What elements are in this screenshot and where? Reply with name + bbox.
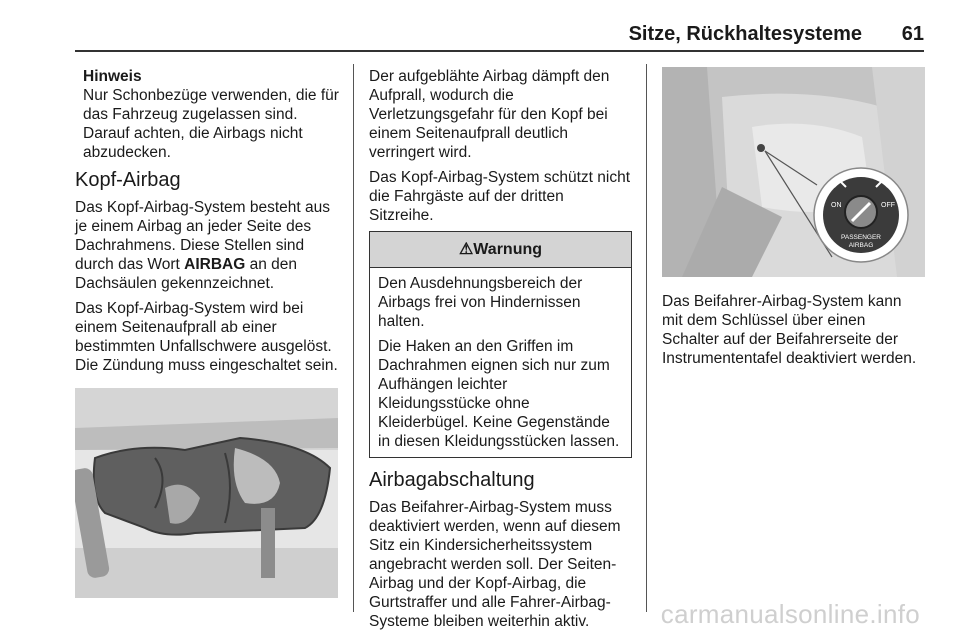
column-3 (662, 292, 925, 374)
head-airbag-illustration (75, 388, 338, 598)
warning-header (370, 232, 631, 268)
head-airbag-drawing (75, 388, 338, 598)
warning-text: Die Haken an den Griffen im Dachrahmen eignen sich nur zum Aufhängen leichter Kleidungsstücke ohne Kleiderbügel. Keine Gegenstände in diesen Kleidungsstücken lassen. (378, 338, 620, 450)
switch-caption-1: PASSENGER (841, 234, 881, 241)
note-block (75, 67, 343, 162)
page-title: Sitze, Rückhaltesysteme (628, 23, 862, 45)
airbag-switch-drawing (662, 67, 925, 277)
note-title: Hinweis (83, 68, 142, 85)
column-1 (75, 67, 343, 381)
warning-box (369, 231, 632, 458)
header-rule (75, 50, 924, 52)
airbag-label: AIRBAG (184, 256, 246, 273)
paragraph: Das Beifahrer-Airbag-System kann mit dem Schlüssel über einen Schalter auf der Beifahrerseite der Instrumententafel deaktiviert werden. (662, 293, 917, 367)
warning-body (370, 268, 631, 457)
airbag-switch-illustration (662, 67, 925, 277)
section-heading-airbagabschaltung: Airbagabschaltung (369, 469, 535, 491)
paragraph-text: Das Kopf-Airbag-System besteht aus je einem Airbag an jeder Seite des Dachrahmens. Diese Stellen sind durch das Wort (75, 199, 331, 273)
section-heading-kopf-airbag: Kopf-Airbag (75, 169, 181, 191)
page-number: 61 (901, 23, 924, 45)
column-divider-2 (646, 64, 647, 612)
paragraph: Das Kopf-Airbag-System wird bei einem Seitenaufprall ab einer bestimmten Unfallschwere ausgelöst. Die Zündung muss eingeschaltet sein. (75, 300, 338, 374)
warning-icon: ⚠ (458, 241, 474, 258)
column-2 (369, 67, 632, 637)
switch-on-label: ON (831, 202, 842, 209)
warning-title: Warnung (473, 241, 543, 258)
note-text: Nur Schonbezüge verwenden, die für das Fahrzeug zugelassen sind. Darauf achten, die Airbags nicht abzudecken. (83, 87, 339, 161)
paragraph: Der aufgeblähte Airbag dämpft den Aufprall, wodurch die Verletzungsgefahr für den Kopf bei einem Seitenaufprall deutlich verringert wird. (369, 68, 610, 161)
column-divider-1 (353, 64, 354, 612)
paragraph: Das Beifahrer-Airbag-System muss deaktiviert werden, wenn auf diesem Sitz ein Kindersicherheitssystem angebracht werden soll. Der Seiten-Airbag und der Kopf-Airbag, die Gurtstraffer und alle Fahrer-Airbag-Systeme bleiben weiterhin aktiv. (369, 499, 621, 630)
paragraph-text: an den Dachsäulen gekennzeichnet. (75, 256, 297, 292)
switch-off-label: OFF (881, 202, 895, 209)
paragraph (75, 198, 343, 293)
warning-text: Den Ausdehnungsbereich der Airbags frei von Hindernissen halten. (378, 275, 583, 330)
watermark: carmanualsonline.info (660, 599, 920, 629)
paragraph: Das Kopf-Airbag-System schützt nicht die Fahrgäste auf der dritten Sitzreihe. (369, 169, 631, 224)
switch-caption-2: AIRBAG (848, 242, 874, 249)
